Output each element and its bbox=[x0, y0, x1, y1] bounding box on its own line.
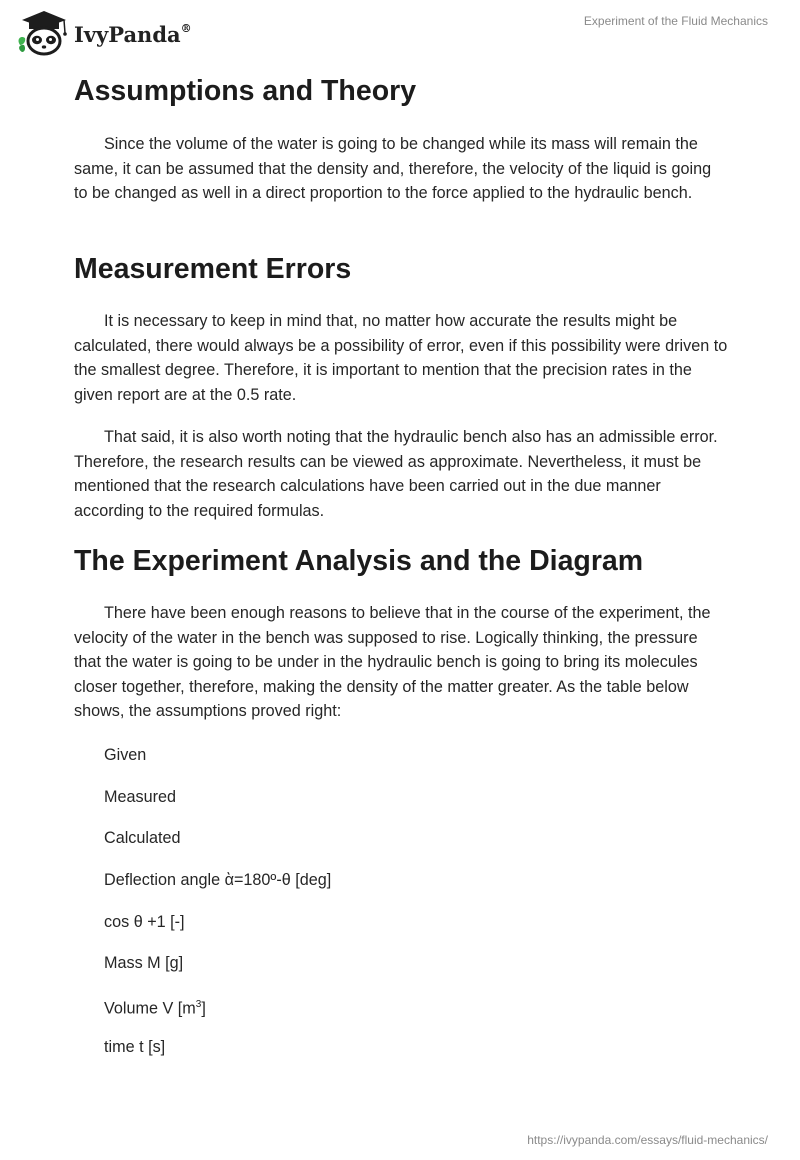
section-heading-measurement-errors: Measurement Errors bbox=[74, 253, 352, 285]
table-item-volume: Volume V $[m^3]$ bbox=[104, 999, 206, 1018]
table-item-calculated: Calculated bbox=[104, 829, 181, 848]
table-item-measured: Measured bbox=[104, 787, 176, 806]
registered-mark: ® bbox=[180, 21, 192, 35]
table-item-given: Given bbox=[104, 746, 147, 764]
paragraph-errors-2: That said, it is also worth noting that the hydraulic bench also has an admissible error. Therefore, the research results can be viewed as approximate. Nevertheless, it must be mentioned that the research calculations have been carried out in the due manner according to the required formulas. bbox=[74, 428, 718, 520]
paragraph-errors-1: It is necessary to keep in mind that, no matter how accurate the results might be calculated, there would always be a possibility of error, even if this possibility were driven to the smallest degree. Therefore, it is important to mention that the precision rates in the given report are at the 0.5 rate. bbox=[74, 312, 728, 404]
paragraph-assumptions: Since the volume of the water is going to be changed while its mass will remain the same, it can be assumed that the density and, therefore, the velocity of the liquid is going to be changed as well in a direct proportion to the force applied to the hydraulic bench. bbox=[74, 135, 712, 203]
brand-logo[interactable] bbox=[14, 7, 192, 57]
section-heading-assumptions: Assumptions and Theory bbox=[74, 75, 417, 107]
panda-logo-icon bbox=[14, 7, 74, 57]
brand-name: IvyPanda® bbox=[74, 21, 192, 47]
table-item-mass: Mass M [g] bbox=[104, 954, 184, 973]
page-header bbox=[0, 0, 800, 62]
table-item-cos: cos θ +1 [-] bbox=[104, 912, 185, 931]
footer-source-url[interactable]: https://ivypanda.com/essays/fluid-mechanics/ bbox=[527, 1133, 768, 1147]
table-item-time: time t [s] bbox=[104, 1037, 166, 1056]
paragraph-experiment-analysis: There have been enough reasons to believe that in the course of the experiment, the velocity of the water in the bench was supposed to rise. Logically thinking, the pressure that the water is going to be under in the hydraulic bench is going to bring its molecules closer together, therefore, making the density of the matter greater. As the table below shows, the assumptions proved right: bbox=[74, 604, 711, 721]
document-title: Experiment of the Fluid Mechanics bbox=[583, 14, 768, 28]
table-items-list bbox=[104, 743, 704, 1077]
table-item-deflection-angle: Deflection angle ὰ=180º-θ [deg] bbox=[104, 871, 332, 890]
section-heading-experiment-analysis: The Experiment Analysis and the Diagram bbox=[74, 545, 644, 577]
